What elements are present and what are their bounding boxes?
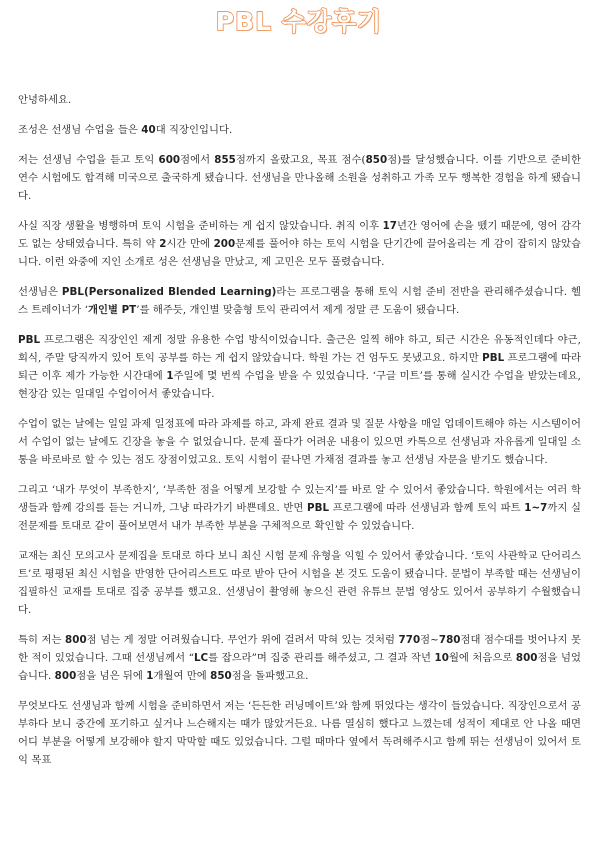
bold-text-run: PBL — [307, 502, 330, 514]
text-run: 점에서 — [180, 154, 215, 166]
paragraph — [18, 283, 581, 319]
text-run: 사실 직장 생활을 병행하며 토익 시험을 준비하는 게 쉽지 않았습니다. 취직 이후 — [18, 220, 383, 232]
text-run: 프로그램은 직장인인 제게 정말 유용한 수업 방식이었습니다. 출근은 일찍 해야 하고, 퇴근 시간은 유동적인데다 야근, 회식, 주말 당직까지 있어 토익 공부를 하는 게 쉽지 않았습니다. 학원 가는 건 엄두도 못냈고요. 하지만 — [18, 334, 581, 364]
bold-text-run: 40 — [141, 124, 156, 136]
paragraph — [18, 331, 581, 403]
paragraph — [18, 415, 581, 469]
bold-text-run: 17 — [382, 220, 398, 232]
paragraph — [18, 547, 581, 619]
text-run: 점 넘는 게 정말 어려웠습니다. 무언가 위에 걸려서 막혀 있는 것처럼 — [86, 634, 399, 646]
text-run: 수업이 없는 날에는 일일 과제 일정표에 따라 과제를 하고, 과제 완료 결과 및 질문 사항을 매일 업데이트해야 하는 시스템이어서 수업이 없는 날에도 긴장을 놓을 수 없었습니다. 문제 풀다가 어려운 내용이 있으면 카톡으로 선생님과 자유롭게 일대일 소통을 바로바로 할 수 있는 점도 장점이었고요. 토익 시험이 끝나면 가채점 결과를 놓고 선생님 자문을 받기도 했습니다. — [18, 418, 581, 466]
text-run: 년간 영어에 손을 뗐기 때문에, 영어 감각도 없는 상태였습니다. 특히 약 — [18, 220, 581, 250]
paragraph — [18, 217, 581, 271]
bold-text-run: 1 — [166, 370, 174, 382]
bold-text-run: 780 — [438, 634, 461, 646]
text-run: 점까지 올랐고요, 목표 점수( — [235, 154, 366, 166]
text-run: 대 직장인입니다. — [155, 124, 233, 136]
bold-text-run: 770 — [398, 634, 421, 646]
bold-text-run: 855 — [214, 154, 236, 166]
text-run: ’를 해주듯, 개인별 맞춤형 토익 관리여서 제게 정말 큰 도움이 됐습니다. — [136, 304, 460, 316]
text-run: 주일에 몇 번씩 수업을 받을 수 있었습니다. ‘구글 미트’를 통해 실시간 수업을 받았는데요, 현장감 있는 일대일 수업이어서 좋았습니다. — [18, 370, 581, 400]
bold-text-run: PBL — [18, 334, 41, 346]
text-run: 점을 넘었습니다. — [18, 652, 581, 682]
bold-text-run: PBL(Personalized Blended Learning) — [61, 286, 277, 298]
paragraph — [18, 697, 581, 769]
bold-text-run: 개인별 PT — [87, 304, 137, 316]
bold-text-run: 200 — [213, 238, 236, 250]
text-run: 라는 프로그램을 통해 토익 시험 준비 전반을 관리해주셨습니다. 헬스 트레이너가 ‘ — [18, 286, 581, 316]
text-run: 점~ — [420, 634, 439, 646]
text-run: 를 잡으라”며 집중 관리를 해주셨고, 그 결과 작년 — [208, 652, 435, 664]
paragraph — [18, 481, 581, 535]
paragraph — [18, 121, 581, 139]
text-run: 그리고 ‘내가 무엇이 부족한지’, ‘부족한 점을 어떻게 보강할 수 있는지’를 바로 알 수 있어서 좋았습니다. 학원에서는 여러 학생들과 함께 강의를 듣는 거니까, 그냥 따라가기 바쁜데요. 반면 — [18, 484, 581, 514]
text-run: 까지 실전문제를 토대로 같이 풀어보면서 내가 부족한 부분을 구체적으로 확인할 수 있었습니다. — [18, 502, 581, 532]
bold-text-run: 2 — [159, 238, 167, 250]
bold-text-run: 850 — [210, 670, 232, 682]
text-run: 안녕하세요. — [18, 94, 72, 106]
page-title: PBL 수강후기 — [215, 7, 383, 36]
text-run: 점을 넘은 뒤에 — [76, 670, 147, 682]
text-run: 교재는 최신 모의고사 문제집을 토대로 하다 보니 최신 시험 문제 유형을 익힐 수 있어서 좋았습니다. ‘토익 사관학교 단어리스트’로 평평된 최신 시험을 반영한 단어리스트도 따로 받아 단어 시험을 본 것도 도움이 됐습니다. 문법이 부족할 때는 선생님이 집필하신 교재를 토대로 집중 공부를 했고요. 선생님이 촬영해 놓으신 관련 유튜브 문법 영상도 있어서 공부하기 수월했습니다. — [18, 550, 581, 616]
text-run: 프로그램에 따라 선생님과 함께 토익 파트 — [329, 502, 525, 514]
paragraph — [18, 631, 581, 685]
bold-text-run: 600 — [158, 154, 181, 166]
text-run: 문제를 풀어야 하는 토익 시험을 단기간에 끌어올리는 게 감이 잡히지 않았습니다. 이런 와중에 지인 소개로 성은 선생님을 만났고, 제 고민은 모두 풀렸습니다. — [18, 238, 581, 268]
text-run: 시간 만에 — [166, 238, 214, 250]
bold-text-run: 1~7 — [524, 502, 548, 514]
bold-text-run: 800 — [65, 634, 87, 646]
text-run: 저는 선생님 수업을 듣고 토익 — [18, 154, 159, 166]
text-run: 프로그램에 따라 퇴근 이후 제가 가능한 시간대에 — [18, 352, 581, 382]
review-body — [18, 91, 581, 781]
text-run: 점)를 달성했습니다. 이를 기반으로 준비한 연수 시험에도 합격해 미국으로 출국하게 됐습니다. 선생님을 만나올해 소원을 성취하고 가족 모두 행복한 경험을 하게 됐습니다. — [18, 154, 582, 202]
bold-text-run: 1 — [146, 670, 154, 682]
text-run: 월에 처음으로 — [448, 652, 516, 664]
paragraph — [18, 151, 581, 205]
paragraph — [18, 91, 581, 109]
bold-text-run: PBL — [482, 352, 505, 364]
text-run: 특히 저는 — [18, 634, 66, 646]
text-run: 점대 점수대를 벗어나지 못한 적이 있었습니다. 그때 선생님께서 “ — [18, 634, 582, 664]
text-run: 무엇보다도 선생님과 함께 시험을 준비하면서 저는 ‘든든한 러닝메이트’와 함께 뛰었다는 생각이 들었습니다. 직장인으로서 공부하다 보니 중간에 포기하고 싶거나 느슨해지는 때가 많았거든요. 나름 열심히 했다고 느꼈는데 성적이 제대로 안 나올 때면 어디 부분을 어떻게 보강해야 할지 막막할 때도 있었습니다. 그럴 때마다 옆에서 독려해주시고 함께 뛰는 선생님이 있어서 토익 목표 — [18, 700, 582, 766]
bold-text-run: 10 — [434, 652, 449, 664]
bold-text-run: 800 — [54, 670, 77, 682]
bold-text-run: 850 — [365, 154, 388, 166]
text-run: 점을 돌파했고요. — [231, 670, 309, 682]
text-run: 선생님은 — [18, 286, 62, 298]
bold-text-run: 800 — [515, 652, 538, 664]
text-run: 조성은 선생님 수업을 들은 — [18, 124, 142, 136]
bold-text-run: LC — [193, 652, 209, 664]
text-run: 개월여 만에 — [153, 670, 211, 682]
